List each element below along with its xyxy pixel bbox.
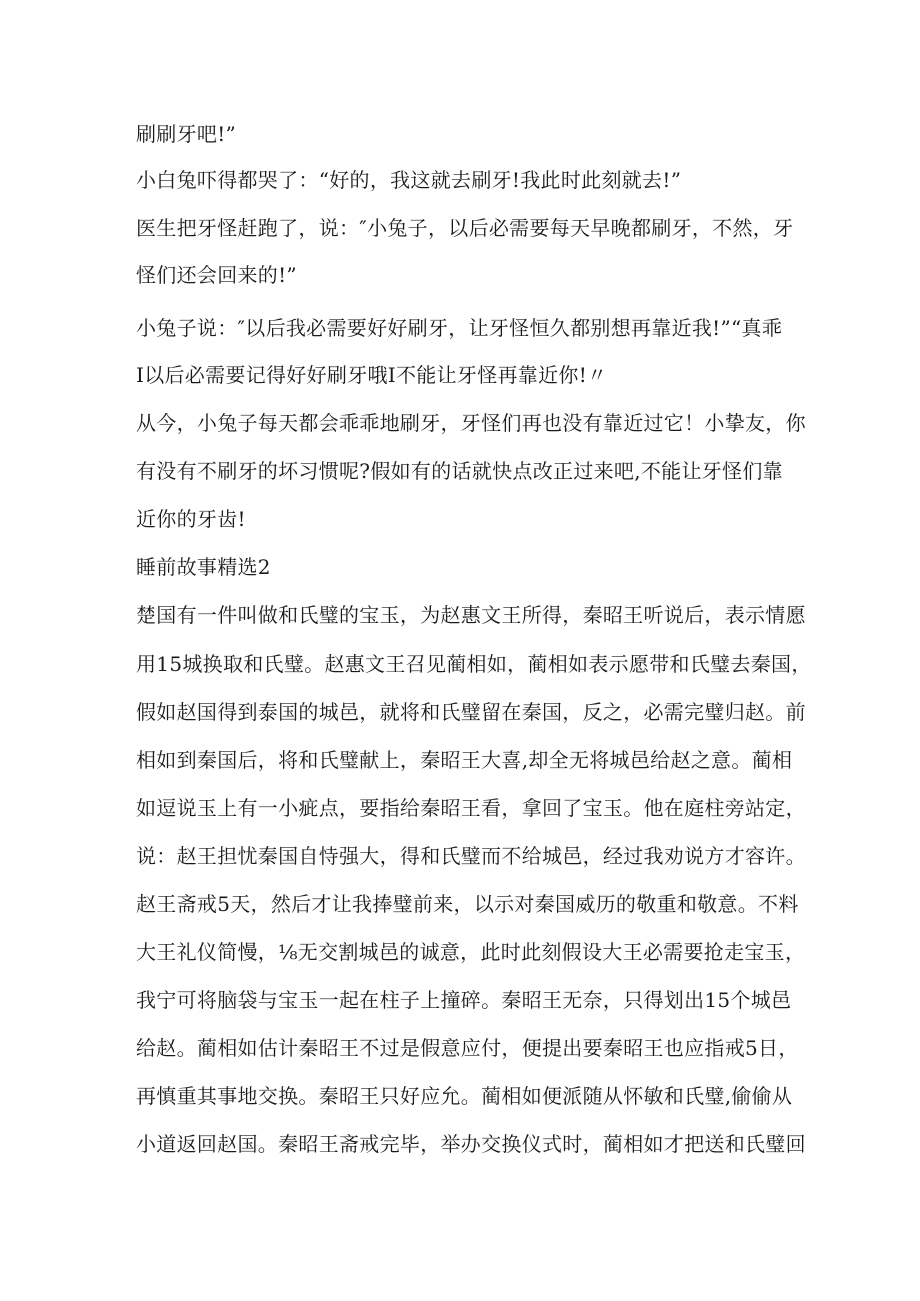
text-line: 我宁可将脑袋与宝玉一起在柱子上撞碎。秦昭王无奈，只得划出15个城邑 [136,988,792,1012]
text-line: 刷刷牙吧!” [136,122,237,146]
section-heading: 睡前故事精选2 [136,555,271,579]
text-line: 怪们还会回来的!” [136,263,297,287]
text-line: 从今，小兔子每天都会乖乖地刷牙，牙怪们再也没有靠近过它！小挚友，你 [136,411,806,435]
text-line: 有没有不刷牙的坏习惯呢?假如有的话就快点改正过来吧,不能让牙怪们靠 [136,459,783,483]
text-line: 小兔子说：″以后我必需要好好刷牙，让牙怪恒久都别想再靠近我!”“真乖 [136,316,783,340]
text-line: 大王礼仪简慢，⅛无交割城邑的诚意，此时此刻假设大王必需要抢走宝玉， [136,940,806,964]
text-line: 楚国有一件叫做和氏璧的宝玉，为赵惠文王所得，秦昭王听说后，表示情愿 [136,603,806,627]
text-line: 假如赵国得到泰国的城邑，就将和氏璧留在秦国，反之，必需完璧归赵。前 [136,700,806,724]
text-line: 用15城换取和氏璧。赵惠文王召见蔺相如，蔺相如表示愿带和氏璧去秦国， [136,652,812,676]
text-line: 小白兔吓得都哭了：“好的，我这就去刷牙!我此时此刻就去!” [136,168,682,192]
text-line: 近你的牙齿! [136,507,246,531]
text-line: 如逗说玉上有一小疵点，要指给秦昭王看，拿回了宝玉。他在庭柱旁站定， [136,796,806,820]
text-line: 小道返回赵国。秦昭王斋戒完毕，举办交换仪式时，蔺相如才把送和氏璧回 [136,1132,806,1156]
text-line: 医生把牙怪赶跑了，说：″小兔子，以后必需要每天早晚都刷牙，不然，牙 [136,216,794,240]
text-line: 相如到秦国后，将和氏璧献上，秦昭王大喜,却全无将城邑给赵之意。蔺相 [136,748,793,772]
text-line: 给赵。蔺相如估计秦昭王不过是假意应付，便提出要秦昭王也应指戒5日， [136,1036,799,1060]
text-line: I以后必需要记得好好刷牙哦I不能让牙怪再靠近你!〃 [136,363,608,387]
text-line: 说：赵王担忧秦国自恃强大，得和氏璧而不给城邑，经过我劝说方才容许。 [136,844,806,868]
text-line: 再慎重其事地交换。秦昭王只好应允。蔺相如便派随从怀敏和氏璧,偷偷从 [136,1084,793,1108]
text-line: 赵王斋戒5天，然后才让我捧璧前来，以示对秦国威历的敬重和敬意。不料 [136,892,799,916]
